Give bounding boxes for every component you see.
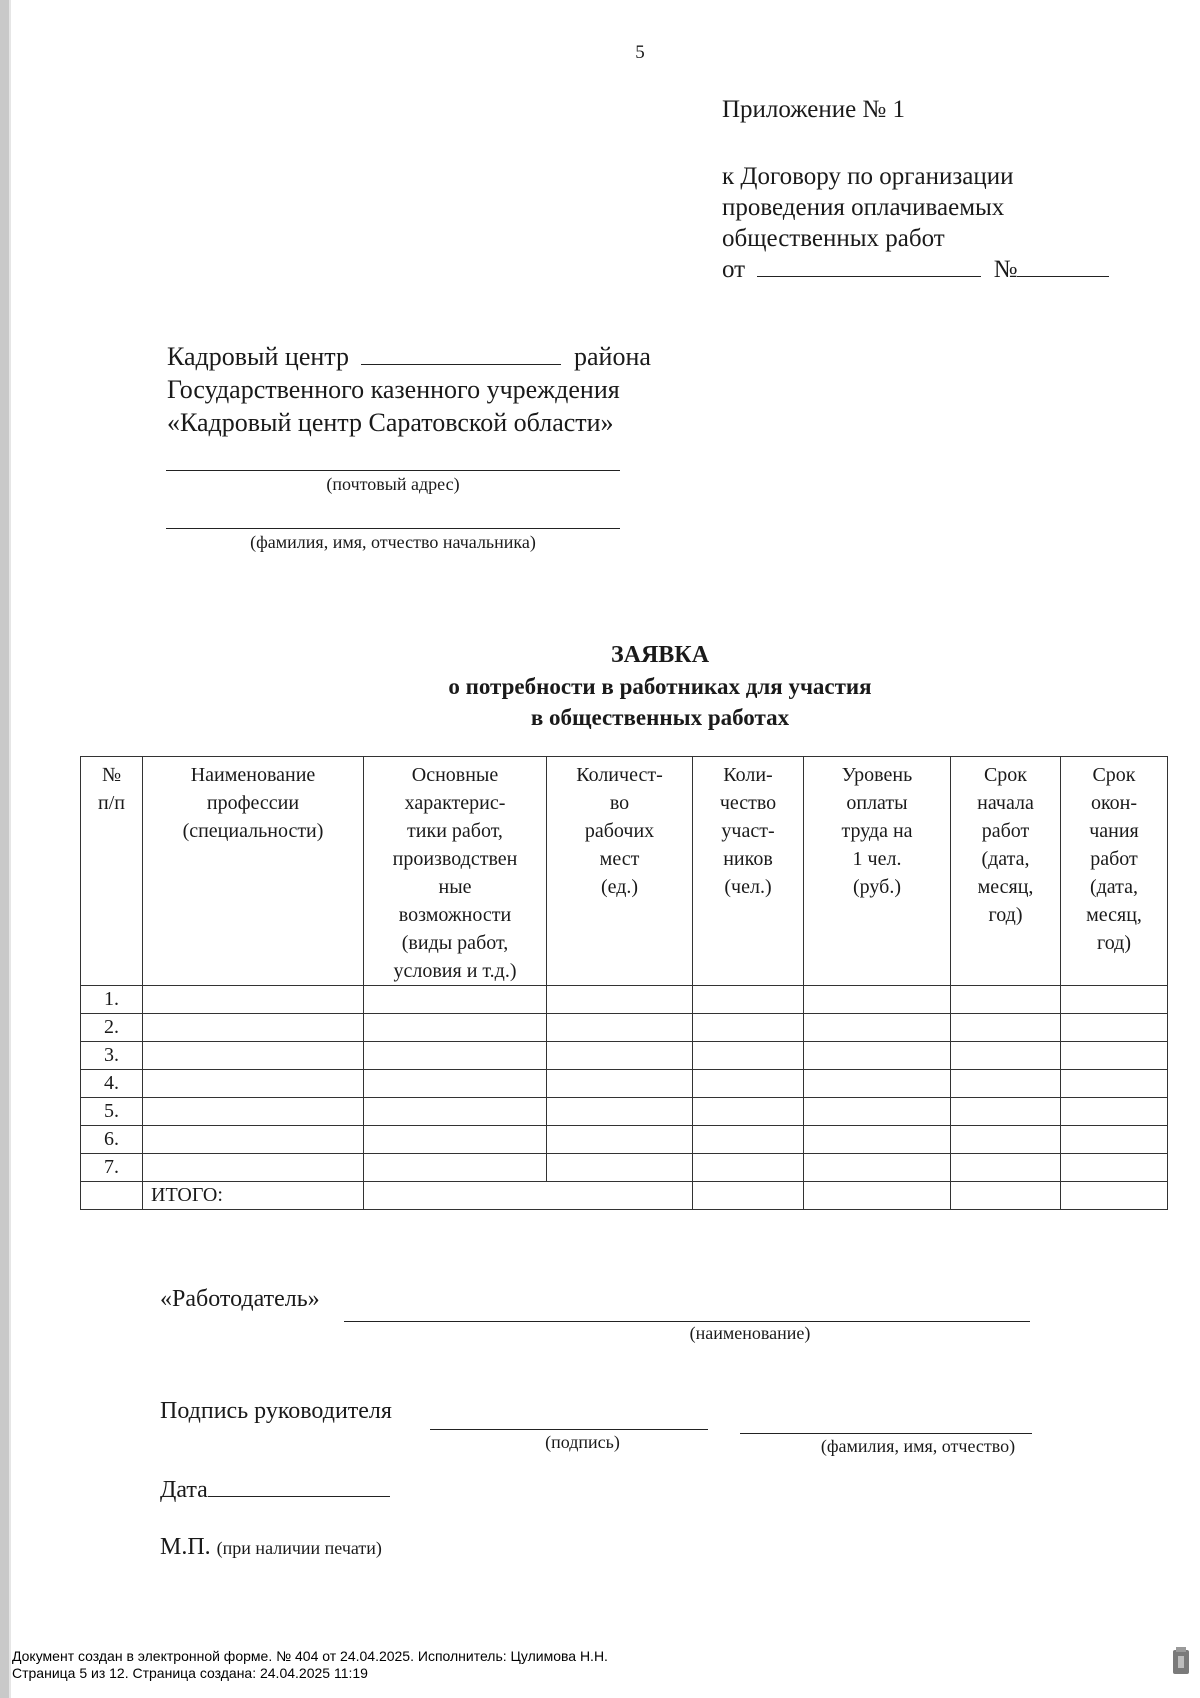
date-label: Дата — [160, 1477, 208, 1503]
header-start-date: Срок начала работ (дата, месяц, год) — [951, 757, 1061, 986]
postal-address-caption: (почтовый адрес) — [326, 474, 460, 494]
stamp-line — [160, 1534, 382, 1561]
footer-line-2: Страница 5 из 12. Страница создана: 24.04.2025 11:19 — [12, 1665, 368, 1681]
addressee-line-3: «Кадровый центр Саратовской области» — [167, 408, 614, 437]
row-number: 1. — [81, 986, 143, 1014]
footer-line-1: Документ создан в электронной форме. № 404 от 24.04.2025. Исполнитель: Цулимова Н.Н. — [12, 1648, 608, 1664]
stamp-label: М.П. — [160, 1534, 211, 1560]
header-pay-level: Уровень оплаты труда на 1 чел. (руб.) — [804, 757, 951, 986]
row-number: 5. — [81, 1098, 143, 1126]
header-work-characteristics: Основные характерис- тики работ, производствен ные возможности (виды работ, условия и т.д.) — [364, 757, 547, 986]
title-main: ЗАЯВКА — [610, 642, 710, 668]
addressee-center-label: Кадровый центр — [167, 342, 349, 371]
postal-address-line — [166, 470, 620, 471]
header-number: № п/п — [81, 757, 143, 986]
table-row — [81, 986, 1168, 1014]
table-row — [81, 1042, 1168, 1070]
stamp-caption: (при наличии печати) — [216, 1538, 382, 1558]
table-header-row — [81, 757, 1168, 986]
annex-number-label: № — [993, 256, 1018, 283]
full-name-caption: (фамилия, имя, отчество) — [820, 1436, 1016, 1456]
annex-from-label: от — [722, 256, 746, 283]
row-number: 7. — [81, 1154, 143, 1182]
row-number: 3. — [81, 1042, 143, 1070]
employer-name-line — [344, 1321, 1030, 1322]
annex-line-2: проведения оплачиваемых — [722, 194, 1005, 221]
row-number: 2. — [81, 1014, 143, 1042]
annex-date-blank — [757, 254, 981, 277]
row-number: 6. — [81, 1126, 143, 1154]
annex-title: Приложение № 1 — [722, 96, 906, 123]
annex-block — [722, 94, 1109, 285]
head-name-line — [166, 528, 620, 529]
total-label: ИТОГО: — [143, 1182, 364, 1210]
header-workplaces: Количест- во рабочих мест (ед.) — [547, 757, 693, 986]
table-row — [81, 1154, 1168, 1182]
coat-of-arms-icon — [1172, 1646, 1190, 1676]
page-number: 5 — [635, 42, 645, 63]
electronic-document-footer — [12, 1648, 608, 1682]
header-end-date: Срок окон- чания работ (дата, месяц, год) — [1061, 757, 1168, 986]
signature-line — [430, 1429, 708, 1430]
table-row — [81, 1014, 1168, 1042]
title-line-3: в общественных работах — [530, 705, 790, 730]
addressee-block — [167, 340, 651, 439]
addressee-line-1 — [167, 340, 651, 373]
row-number: 4. — [81, 1070, 143, 1098]
annex-number-blank — [1017, 254, 1109, 277]
annex-line-3: общественных работ — [722, 225, 945, 252]
addressee-district-blank — [361, 342, 561, 365]
table-row — [81, 1126, 1168, 1154]
full-name-line — [740, 1433, 1032, 1434]
employer-label: «Работодатель» — [160, 1286, 320, 1312]
scan-left-edge-shadow — [9, 0, 11, 1698]
addressee-district-label: района — [573, 342, 651, 371]
document-title — [0, 640, 1200, 733]
header-profession: Наименование профессии (специальности) — [143, 757, 364, 986]
date-blank — [208, 1474, 390, 1497]
signature-caption: (подпись) — [545, 1432, 620, 1452]
annex-date-number-line — [722, 254, 1109, 285]
annex-line-1: к Договору по организации — [722, 163, 1014, 190]
head-name-caption: (фамилия, имя, отчество начальника) — [250, 532, 536, 552]
title-line-2: о потребности в работниках для участия — [448, 674, 872, 699]
scan-left-edge — [0, 0, 9, 1698]
table-total-row — [81, 1182, 1168, 1210]
addressee-line-2: Государственного казенного учреждения — [167, 375, 620, 404]
header-participants: Коли- чество участ- ников (чел.) — [693, 757, 804, 986]
table-row — [81, 1098, 1168, 1126]
request-table — [80, 756, 1168, 1210]
table-row — [81, 1070, 1168, 1098]
head-signature-label: Подпись руководителя — [160, 1398, 392, 1424]
employer-caption: (наименование) — [689, 1323, 811, 1343]
date-line — [160, 1474, 390, 1504]
